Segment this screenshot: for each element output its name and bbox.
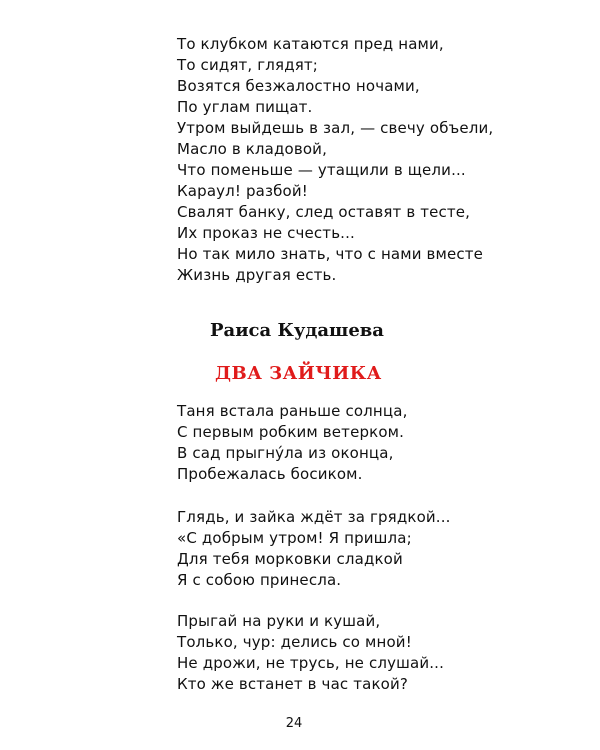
poem-line: Только, чур: делись со мной! xyxy=(177,633,412,651)
poem-line: Кто же встанет в час такой? xyxy=(177,675,409,693)
poem-line: Возятся безжалостно ночами, xyxy=(177,77,420,95)
page-number: 24 xyxy=(285,716,303,731)
poem-line: Жизнь другая есть. xyxy=(177,266,337,284)
poem-continued-stanza xyxy=(177,34,493,286)
poem-author: Раиса Кудашева xyxy=(210,320,384,341)
poem-line: Утром выйдешь в зал, — свечу объели, xyxy=(177,119,494,137)
poem-line: То клубком катаются пред нами, xyxy=(177,35,444,53)
poem-line: Масло в кладовой, xyxy=(177,140,327,158)
poem-line: Караул! разбой! xyxy=(177,182,308,200)
poem-line: Свалят банку, след оставят в тесте, xyxy=(177,203,471,221)
poem-line: С первым робким ветерком. xyxy=(177,423,405,441)
poem-line: Но так мило знать, что с нами вместе xyxy=(177,245,484,263)
poem-line: Пробежалась босиком. xyxy=(177,465,363,483)
poem-line: То сидят, глядят; xyxy=(177,56,318,74)
poem-line: Их проказ не счесть... xyxy=(177,224,355,242)
poem-stanza xyxy=(177,401,408,485)
poem-line: Глядь, и зайка ждёт за грядкой... xyxy=(177,508,451,526)
poem-stanza xyxy=(177,611,444,695)
poem-line: В сад прыгну́ла из оконца, xyxy=(177,444,394,462)
poem-line: По углам пищат. xyxy=(177,98,313,116)
poem-line: Что поменьше — утащили в щели... xyxy=(177,161,466,179)
poem-line: Прыгай на руки и кушай, xyxy=(177,612,381,630)
poem-line: «С добрым утром! Я пришла; xyxy=(177,529,412,547)
poem-line: Не дрожи, не трусь, не слушай... xyxy=(177,654,444,672)
poem-line: Таня встала раньше солнца, xyxy=(177,402,408,420)
poem-line: Для тебя морковки сладкой xyxy=(177,550,403,568)
poem-title: ДВА ЗАЙЧИКА xyxy=(215,363,382,384)
poem-stanza xyxy=(177,507,451,591)
poem-line: Я с собою принесла. xyxy=(177,571,342,589)
